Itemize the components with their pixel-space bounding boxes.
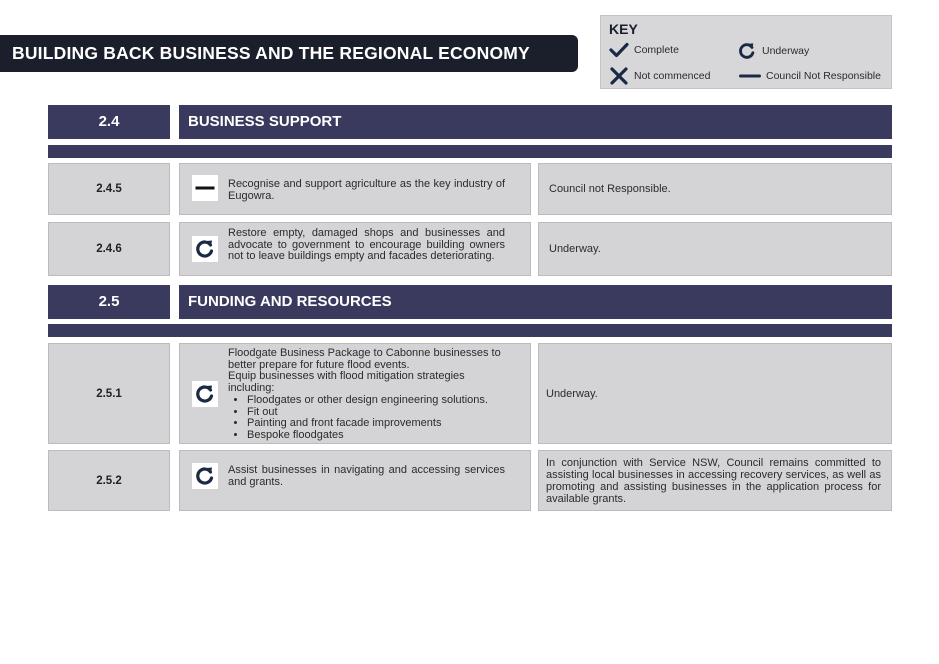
underway-icon (195, 384, 215, 404)
status-icon (192, 381, 218, 407)
checkmark-icon (609, 42, 629, 58)
bullet-list (228, 395, 505, 442)
item-number: 2.5.1 (48, 343, 170, 444)
bullet-item: • Painting and front facade improvements (247, 418, 505, 430)
key-complete-label: Complete (634, 44, 679, 56)
item-number: 2.5.2 (48, 450, 170, 511)
status-icon (192, 236, 218, 262)
item-status: Underway. (538, 222, 892, 276)
underway-icon (737, 42, 757, 60)
section-title: FUNDING AND RESOURCES (179, 285, 892, 319)
section-title: BUSINESS SUPPORT (179, 105, 892, 139)
item-number: 2.4.5 (48, 163, 170, 215)
bullet-item: • Fit out (247, 407, 505, 419)
status-icon (192, 175, 218, 201)
item-description-cell (179, 343, 531, 444)
underway-icon (195, 466, 215, 486)
section-divider (48, 324, 892, 337)
item-status: In conjunction with Service NSW, Council remains committed to assisting local businesses in accessing recovery services, as well as promoting and assisting businesses in the application process for available grants. (538, 450, 892, 511)
item-description: Restore empty, damaged shops and businesses and advocate to government to encourage building owners not to leave buildings empty and facades deteriorating. (228, 227, 505, 263)
underway-icon (195, 239, 215, 259)
key-underway (737, 42, 809, 60)
section-divider (48, 145, 892, 158)
item-description-cell (179, 222, 531, 276)
item-description: Assist businesses in navigating and accessing services and grants. (228, 464, 505, 488)
key-not-commenced (609, 67, 710, 85)
dash-icon (739, 67, 761, 85)
page-title: BUILDING BACK BUSINESS AND THE REGIONAL ECONOMY (0, 35, 578, 72)
section-number: 2.5 (48, 285, 170, 319)
bullet-item: • Floodgates or other design engineering solutions. (247, 395, 505, 407)
cross-icon (609, 67, 629, 85)
key-title: KEY (609, 21, 638, 37)
item-status: Council not Responsible. (538, 163, 892, 215)
item-description (228, 348, 505, 442)
key-not-commenced-label: Not commenced (634, 70, 711, 82)
description-line: Floodgate Business Package to Cabonne businesses to better prepare for future flood events. (228, 347, 501, 371)
item-number: 2.4.6 (48, 222, 170, 276)
status-icon (192, 463, 218, 489)
key-complete (609, 42, 679, 58)
item-description-cell (179, 450, 531, 511)
key-council-not-responsible (739, 67, 881, 85)
key-underway-label: Underway (762, 45, 810, 57)
key-legend (600, 15, 892, 89)
item-status: Underway. (538, 343, 892, 444)
key-council-not-responsible-label: Council Not Responsible (766, 70, 881, 82)
dash-icon (194, 183, 216, 193)
item-description: Recognise and support agriculture as the key industry of Eugowra. (228, 178, 505, 202)
description-line: Equip businesses with flood mitigation strategies including: (228, 370, 465, 395)
bullet-item: • Bespoke floodgates (247, 430, 505, 442)
item-description-cell (179, 163, 531, 215)
section-number: 2.4 (48, 105, 170, 139)
